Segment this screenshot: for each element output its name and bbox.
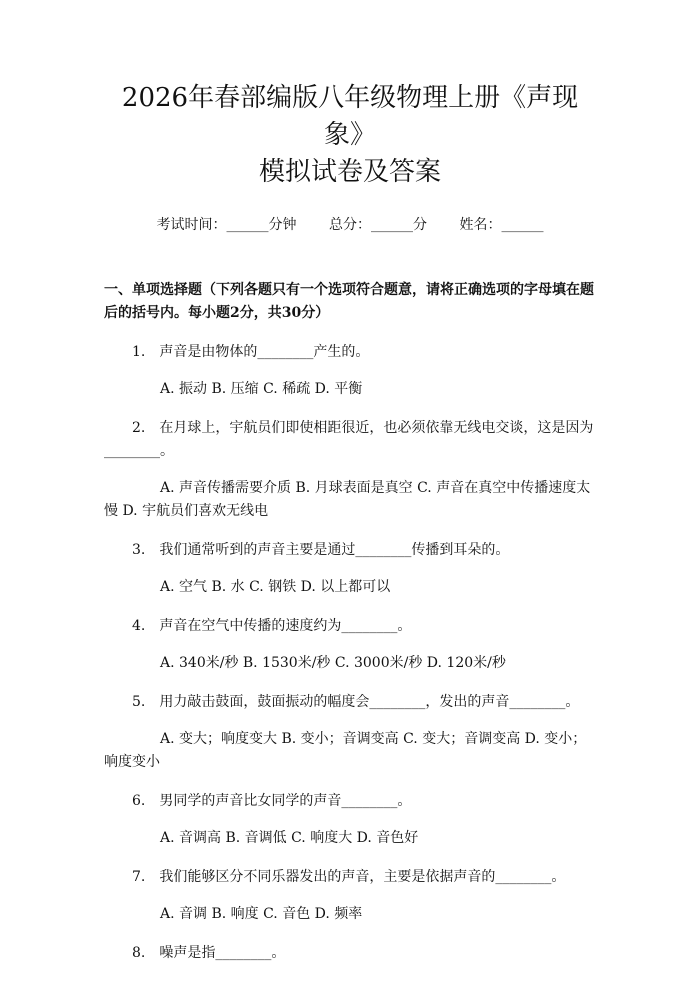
question-3-options: A. 空气 B. 水 C. 钢铁 D. 以上都可以 <box>160 579 391 595</box>
question-8-stem: 8. 噪声是指________。 <box>132 945 286 961</box>
question-1-stem: 1. 声音是由物体的________产生的。 <box>132 344 370 360</box>
exam-name-field: 姓名：______ <box>459 217 544 233</box>
question-6-stem: 6. 男同学的声音比女同学的声音________。 <box>132 793 412 809</box>
exam-page <box>0 80 700 985</box>
question-2-options: A. 声音传播需要介质 B. 月球表面是真空 C. 声音在真空中传播速度太慢 D. 宇航员们喜欢无线电 <box>104 480 591 519</box>
question-6-options: A. 音调高 B. 音调低 C. 响度大 D. 音色好 <box>160 830 419 846</box>
question-3-stem: 3. 我们通常听到的声音主要是通过________传播到耳朵的。 <box>132 542 510 558</box>
exam-title-line1: 2026年春部编版八年级物理上册《声现象》 <box>121 83 579 150</box>
question-2-stem: 2. 在月球上，宇航员们即使相距很近，也必须依靠无线电交谈，这是因为________。 <box>104 420 594 459</box>
question-5-stem: 5. 用力敲击鼓面，鼓面振动的幅度会________，发出的声音________。 <box>132 694 580 710</box>
question-4-options: A. 340米/秒 B. 1530米/秒 C. 3000米/秒 D. 120米/秒 <box>160 655 506 671</box>
question-1-options: A. 振动 B. 压缩 C. 稀疏 D. 平衡 <box>160 381 363 397</box>
question-7-options: A. 音调 B. 响度 C. 音色 D. 频率 <box>160 906 363 922</box>
exam-title <box>104 80 596 191</box>
exam-meta <box>104 215 596 235</box>
exam-title-line2: 模拟试卷及答案 <box>258 157 441 187</box>
question-7-stem: 7. 我们能够区分不同乐器发出的声音，主要是依据声音的________。 <box>132 869 566 885</box>
exam-score-field: 总分：______分 <box>329 217 427 233</box>
question-5-options: A. 变大；响度变大 B. 变小；音调变高 C. 变大；音调变高 D. 变小；响度变小 <box>104 731 587 770</box>
section-title: 一、单项选择题（下列各题只有一个选项符合题意，请将正确选项的字母填在题后的括号内。每小题2分，共30分） <box>104 282 594 321</box>
question-4-stem: 4. 声音在空气中传播的速度约为________。 <box>132 618 412 634</box>
exam-time-field: 考试时间：______分钟 <box>156 217 297 233</box>
question-list <box>104 341 596 965</box>
